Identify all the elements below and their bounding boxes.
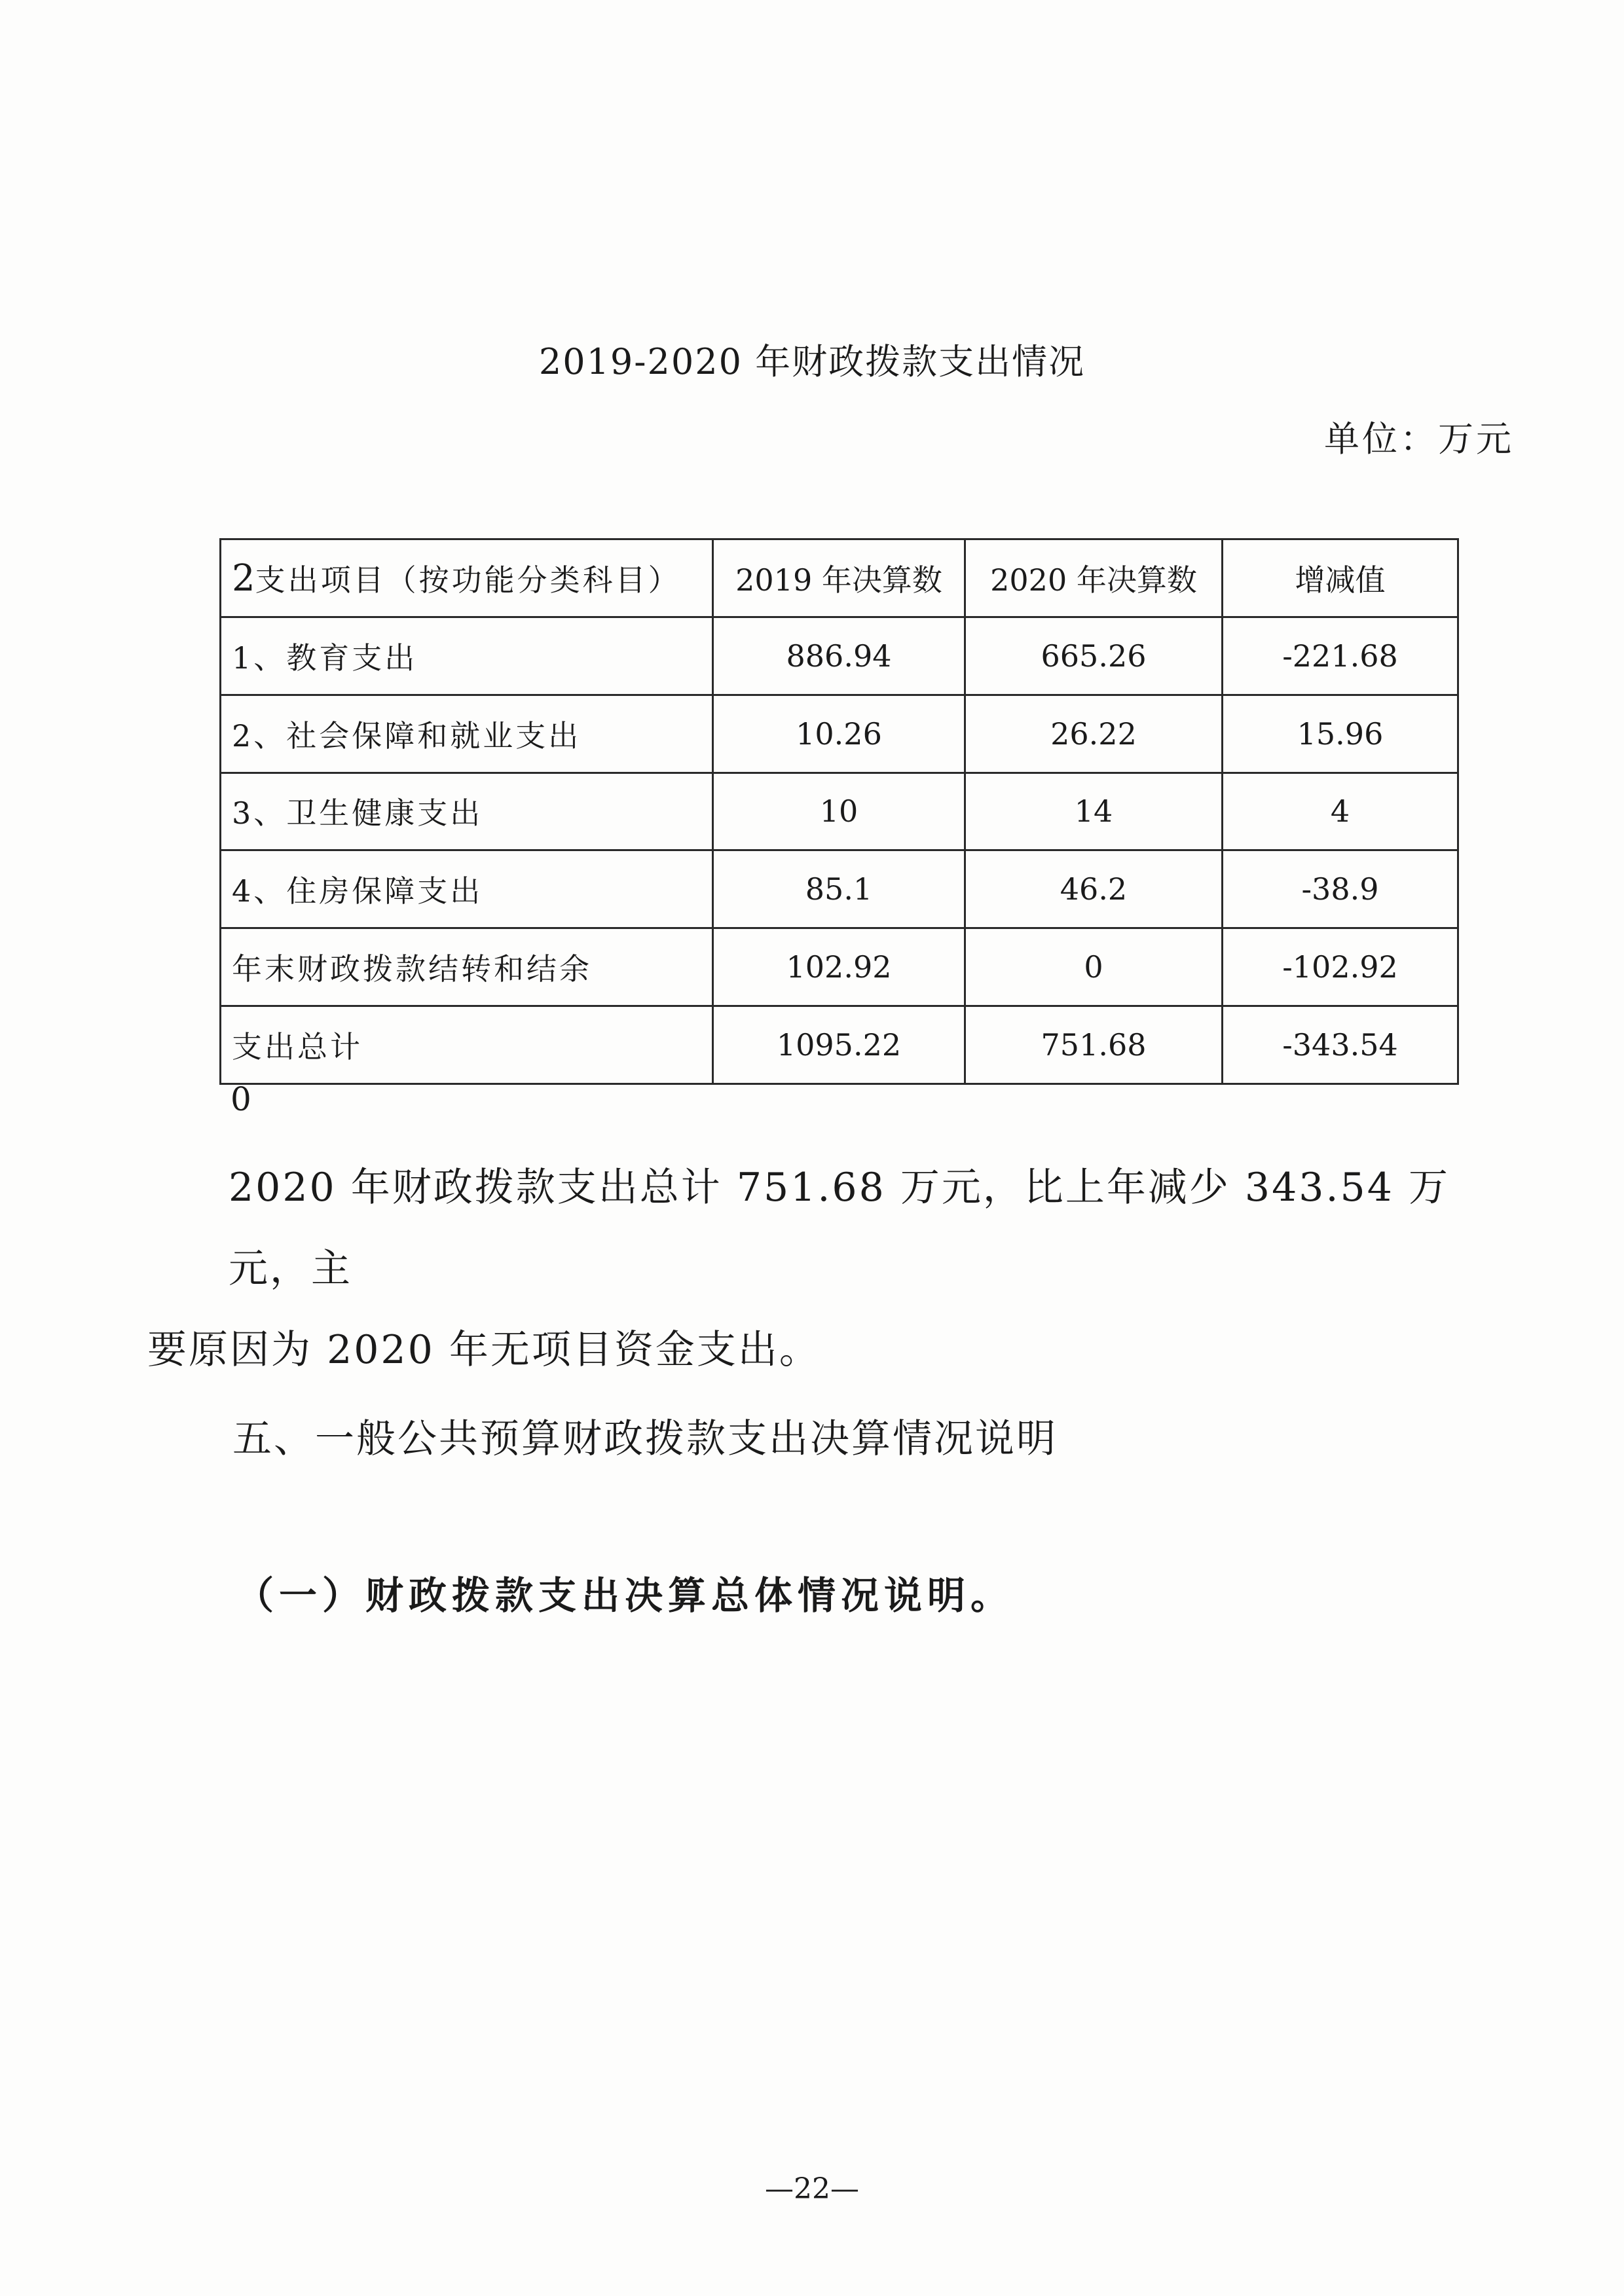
stray-character: 0 — [231, 1080, 251, 1118]
row-item: 4、住房保障支出 — [221, 850, 713, 928]
row-item: 支出总计 — [221, 1006, 713, 1084]
subsection-heading: （一）财政拨款支出决算总体情况说明。 — [236, 1573, 1014, 1618]
section-heading: 五、一般公共预算财政拨款支出决算情况说明 — [232, 1416, 1058, 1462]
row-change: -343.54 — [1223, 1006, 1458, 1084]
row-2019: 886.94 — [713, 617, 965, 695]
table-total-row — [221, 1006, 1458, 1084]
header-item: 2支出项目（按功能分类科目） — [221, 539, 713, 617]
row-change: -38.9 — [1223, 850, 1458, 928]
page-number: —22— — [765, 2172, 859, 2206]
row-item: 2、社会保障和就业支出 — [221, 695, 713, 773]
table-row — [221, 928, 1458, 1006]
table-row — [221, 695, 1458, 773]
row-2020: 751.68 — [965, 1006, 1223, 1084]
row-change: -102.92 — [1223, 928, 1458, 1006]
row-change: -221.68 — [1223, 617, 1458, 695]
row-2020: 46.2 — [965, 850, 1223, 928]
paragraph-line-2: 要原因为 2020 年无项目资金支出。 — [147, 1327, 821, 1373]
header-change: 增减值 — [1223, 539, 1458, 617]
row-2020: 14 — [965, 773, 1223, 850]
row-item: 年末财政拨款结转和结余 — [221, 928, 713, 1006]
row-2019: 85.1 — [713, 850, 965, 928]
row-item: 1、教育支出 — [221, 617, 713, 695]
table-title: 2019-2020 年财政拨款支出情况 — [538, 341, 1086, 382]
table-row — [221, 850, 1458, 928]
header-2019: 2019 年决算数 — [713, 539, 965, 617]
paragraph-line-1: 2020 年财政拨款支出总计 751.68 万元，比上年减少 343.54 万元，主 — [229, 1165, 1450, 1292]
row-change: 15.96 — [1223, 695, 1458, 773]
unit-label: 单位：万元 — [1324, 418, 1514, 460]
table-row — [221, 617, 1458, 695]
row-item: 3、卫生健康支出 — [221, 773, 713, 850]
row-2019: 10.26 — [713, 695, 965, 773]
table-row — [221, 773, 1458, 850]
expenditure-table — [219, 538, 1459, 1085]
header-2020: 2020 年决算数 — [965, 539, 1223, 617]
header-prefix: 2 — [232, 556, 255, 600]
table-header-row — [221, 539, 1458, 617]
row-2019: 10 — [713, 773, 965, 850]
body-paragraph — [147, 1147, 1516, 1391]
row-2020: 26.22 — [965, 695, 1223, 773]
row-2020: 665.26 — [965, 617, 1223, 695]
row-2019: 1095.22 — [713, 1006, 965, 1084]
row-2019: 102.92 — [713, 928, 965, 1006]
row-change: 4 — [1223, 773, 1458, 850]
row-2020: 0 — [965, 928, 1223, 1006]
